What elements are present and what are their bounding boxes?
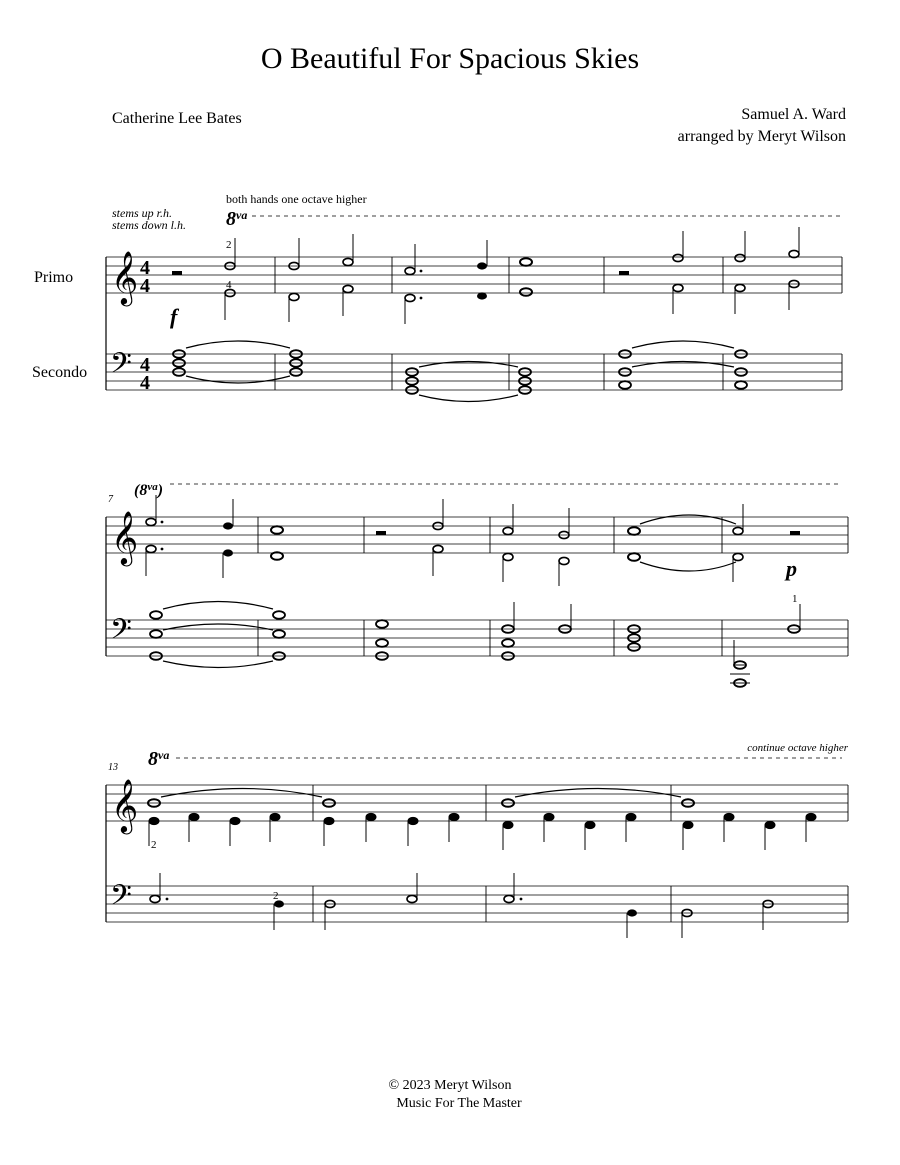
- primo-notes-s3: [148, 789, 816, 851]
- system-2: [106, 481, 848, 687]
- secondo-notes-s2: [150, 602, 800, 687]
- stems-down-note: stems down l.h.: [112, 218, 187, 232]
- octave-instruction: both hands one octave higher: [226, 192, 367, 206]
- time-sig-num-bass: 4: [140, 354, 150, 376]
- lyricist-credit: Catherine Lee Bates: [112, 110, 242, 127]
- fingering: 2: [226, 239, 232, 251]
- bass-clef-icon: 𝄢: [110, 613, 132, 653]
- composer-credit: Samuel A. Ward: [741, 106, 846, 123]
- treble-clef-icon: 𝄞: [111, 510, 139, 564]
- time-sig-den-bass: 4: [140, 372, 150, 394]
- bass-clef-icon: 𝄢: [110, 879, 132, 919]
- fingering: 2: [151, 839, 157, 851]
- copyright-text: © 2023 Meryt Wilson: [388, 1078, 512, 1093]
- score-title: O Beautiful For Spacious Skies: [260, 42, 640, 75]
- arranger-credit: arranged by Meryt Wilson: [677, 128, 846, 145]
- secondo-notes-s1: [173, 341, 747, 402]
- ottava-mark: $8^{va}$: [226, 208, 248, 230]
- part-label-secondo: Secondo: [32, 364, 88, 381]
- dynamic-forte: f: [170, 304, 178, 329]
- system-1: [32, 192, 842, 402]
- system-3: [106, 742, 849, 938]
- time-sig-den: 4: [140, 275, 150, 297]
- fingering: 1: [792, 593, 798, 605]
- publisher-text: Music For The Master: [396, 1096, 522, 1111]
- fingering: 2: [273, 890, 279, 902]
- stems-up-note: stems up r.h.: [112, 206, 173, 220]
- fingering: 4: [226, 279, 232, 291]
- dynamic-piano: p: [786, 556, 797, 581]
- primo-staff: [106, 257, 842, 293]
- primo-notes-s1: [225, 227, 799, 324]
- continue-instruction: continue octave higher: [747, 742, 848, 754]
- ottava-paren-mark: $(8^{va})$: [134, 481, 164, 499]
- treble-clef-icon: 𝄞: [111, 778, 139, 832]
- secondo-staff: [106, 354, 842, 390]
- measure-number: 7: [108, 494, 113, 505]
- measure-number: 13: [108, 762, 118, 773]
- time-sig-num: 4: [140, 257, 150, 279]
- part-label-primo: Primo: [34, 269, 74, 286]
- primo-notes-s2: [146, 495, 800, 586]
- secondo-notes-s3: [150, 873, 773, 938]
- bass-clef-icon: 𝄢: [110, 347, 132, 387]
- half-rest: [172, 271, 182, 275]
- treble-clef-icon: 𝄞: [111, 250, 139, 304]
- ottava-mark-2: $8^{va}$: [148, 748, 170, 770]
